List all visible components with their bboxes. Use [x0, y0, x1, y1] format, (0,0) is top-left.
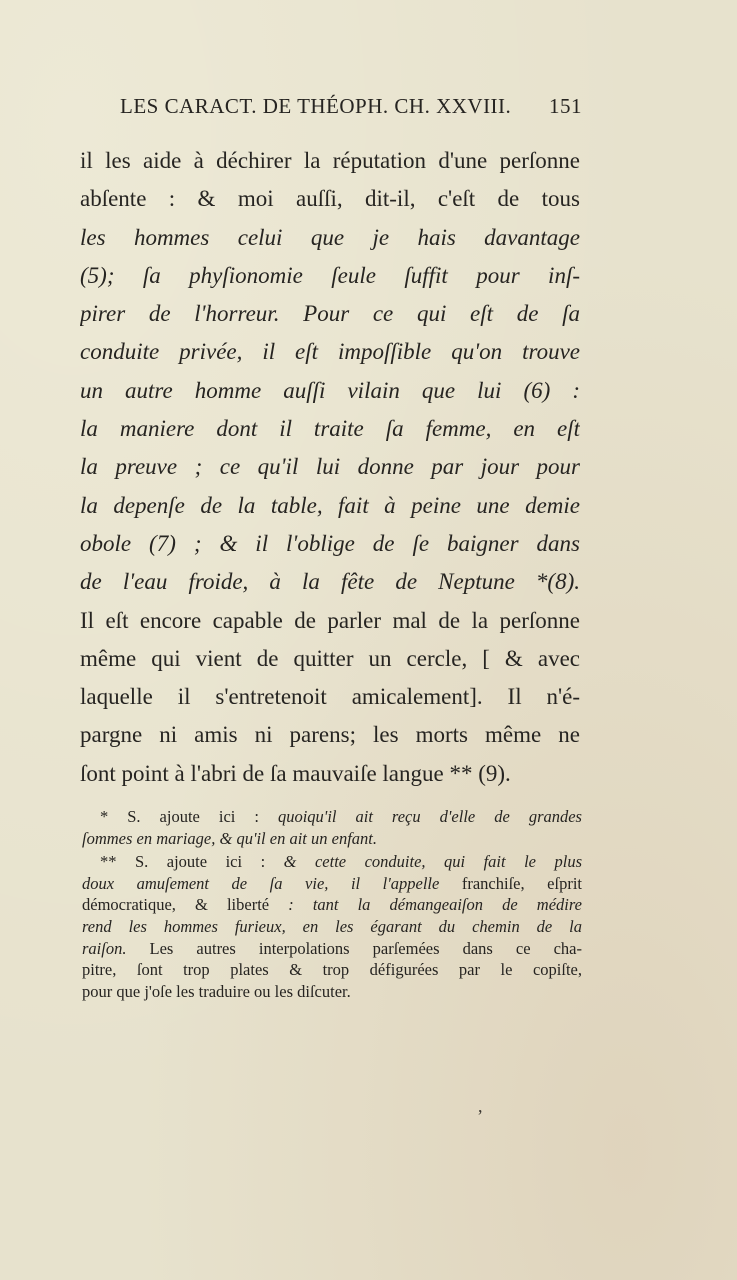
text-line: abſente : & moi auſſi, dit-il, c'eſt de tous: [80, 186, 580, 212]
text-line: la preuve ; ce qu'il lui donne par jour pour: [80, 454, 580, 480]
footnote-italic-text: raiſon.: [82, 938, 127, 958]
text-line: même qui vient de quitter un cercle, [ & avec: [80, 645, 580, 671]
text-line: obole (7) ; & il l'oblige de ſe baigner dans: [80, 530, 580, 556]
footnote-line: [82, 938, 582, 960]
text-line: conduite privée, il eſt impoſſible qu'on trouve: [80, 339, 580, 365]
text-line: (5); ſa phyſionomie ſeule ſuffit pour inſ-: [80, 262, 580, 288]
footnote: [82, 806, 582, 849]
footnote-italic-text: doux amuſement de ſa vie, il l'appelle: [82, 873, 440, 893]
text-line: la maniere dont il traite ſa femme, en eſt: [80, 416, 580, 442]
footnote-italic-text: rend les hommes furieux, en les égarant du chemin de la: [82, 916, 582, 936]
text-line: il les aide à déchirer la réputation d'une perſonne: [80, 148, 580, 173]
footnote-roman-text: ** S. ajoute ici :: [100, 852, 284, 872]
main-text: [80, 142, 580, 793]
footnote-italic-text: quoiqu'il ait reçu d'elle de grandes: [277, 807, 582, 826]
footnote: [82, 851, 582, 1002]
running-title: LES CARACT. DE THÉOPH. CH. XXVIII.: [120, 94, 512, 118]
footnote-roman-text: Les autres interpolations parſemées dans ce cha-: [126, 938, 582, 958]
footnote-line: [82, 873, 582, 895]
text-line: un autre homme auſſi vilain que lui (6) :: [80, 377, 580, 403]
footnote-roman-text: pour que j'oſe les traduire ou les diſcuter.: [82, 981, 351, 1001]
text-line: pirer de l'horreur. Pour ce qui eſt de ſa: [80, 301, 580, 327]
text-line: ſont point à l'abri de ſa mauvaiſe langue ** (9).: [80, 760, 511, 786]
footnote-roman-text: pitre, ſont trop plates & trop défigurées par le copiſte,: [82, 960, 582, 980]
footnote-line: [82, 894, 582, 916]
footnote-italic-text: : tant la démangeaiſon de médire: [288, 895, 582, 915]
footnote-line: [82, 851, 582, 873]
running-header: [120, 94, 582, 119]
page-number: 151: [549, 94, 582, 118]
text-line: pargne ni amis ni parens; les morts même ne: [80, 722, 580, 748]
text-line: la depenſe de la table, fait à peine une demie: [80, 492, 580, 518]
footnote-line: [82, 959, 582, 981]
footnote-line: [82, 806, 582, 828]
footnotes: [82, 806, 582, 1002]
footnote-roman-text: franchiſe, eſprit: [439, 873, 582, 893]
text-line: laquelle il s'entretenoit amicalement]. Il n'é-: [80, 684, 580, 710]
footnote-line: [82, 916, 582, 938]
text-line: de l'eau froide, à la fête de Neptune *(8).: [80, 569, 580, 595]
footnote-line: [82, 828, 582, 850]
footnote-italic-text: & cette conduite, qui fait le plus: [283, 852, 582, 872]
text-line: Il eſt encore capable de parler mal de la perſonne: [80, 607, 580, 633]
printer-mark: ,: [478, 1096, 483, 1116]
text-line: les hommes celui que je hais davantage: [80, 224, 580, 250]
footnote-italic-text: ſommes en mariage, & qu'il en ait un enfant.: [82, 828, 377, 848]
footnote-roman-text: * S. ajoute ici :: [100, 807, 278, 826]
footnote-line: [82, 981, 582, 1003]
footnote-roman-text: démocratique, & liberté: [82, 895, 289, 915]
